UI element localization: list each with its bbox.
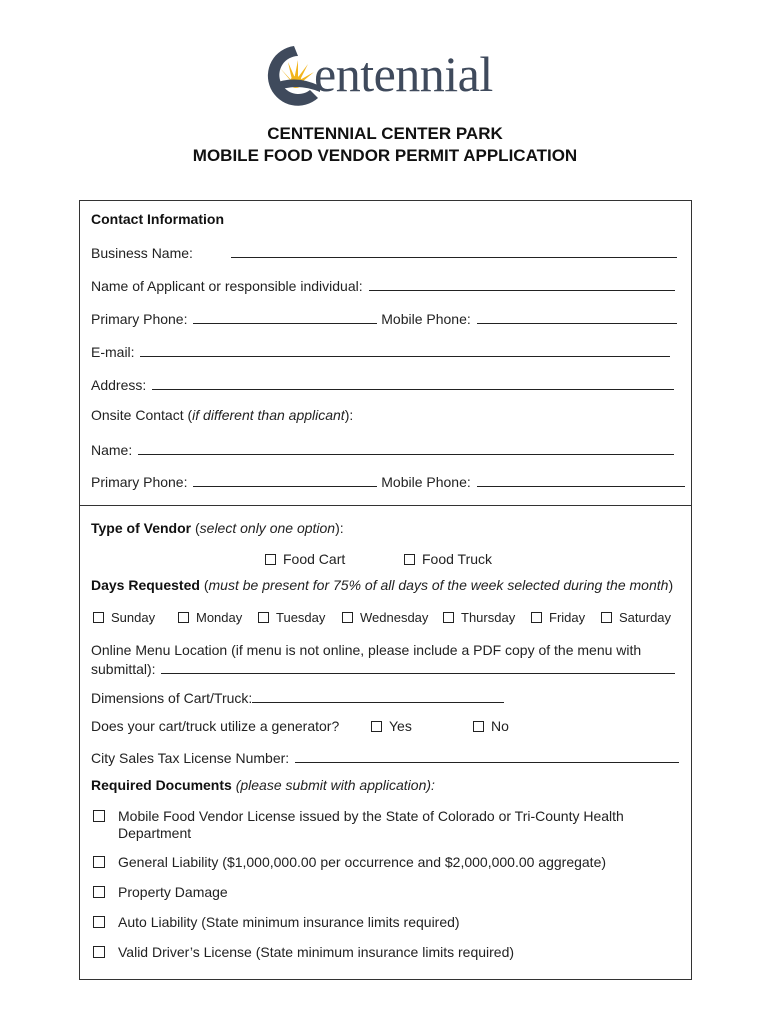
onsite-mobile-phone-field[interactable] xyxy=(477,472,685,487)
doc-auto-liability-checkbox[interactable] xyxy=(93,916,105,928)
day-sunday[interactable]: Sunday xyxy=(93,610,155,625)
generator-no-option[interactable]: No xyxy=(473,718,509,734)
vendor-details-section xyxy=(79,505,692,980)
days-requested-heading: Days Requested (must be present for 75% of all days of the week selected during the month) xyxy=(91,577,674,593)
dimensions-row: Dimensions of Cart/Truck: xyxy=(91,688,504,706)
doc-general-liability-checkbox[interactable] xyxy=(93,856,105,868)
centennial-logo xyxy=(258,40,548,112)
onsite-name-field[interactable] xyxy=(138,440,674,455)
doc-vendor-license[interactable]: Mobile Food Vendor License issued by the State of Colorado or Tri-County Health xyxy=(93,808,624,824)
day-tuesday[interactable]: Tuesday xyxy=(258,610,325,625)
doc-auto-liability[interactable]: Auto Liability (State minimum insurance limits required) xyxy=(93,914,460,930)
phone-row: Primary Phone: Mobile Phone: xyxy=(91,309,677,327)
day-monday[interactable]: Monday xyxy=(178,610,242,625)
vendor-type-heading: Type of Vendor (select only one option): xyxy=(91,520,344,536)
day-saturday[interactable]: Saturday xyxy=(601,610,671,625)
address-row: Address: xyxy=(91,375,674,393)
food-cart-option[interactable]: Food Cart xyxy=(265,551,345,567)
menu-location-row: submittal): xyxy=(91,659,675,677)
page-title-line2: MOBILE FOOD VENDOR PERMIT APPLICATION xyxy=(192,146,578,165)
food-truck-checkbox[interactable] xyxy=(404,554,415,565)
business-name-row: Business Name: xyxy=(91,243,677,261)
doc-vendor-license-line2: Department xyxy=(118,825,192,841)
page-title-line1: CENTENNIAL CENTER PARK xyxy=(267,124,503,143)
doc-property-damage-checkbox[interactable] xyxy=(93,886,105,898)
onsite-primary-phone-field[interactable] xyxy=(193,472,377,487)
generator-yes-checkbox[interactable] xyxy=(371,721,382,732)
tax-license-field[interactable] xyxy=(295,748,679,763)
food-truck-option[interactable]: Food Truck xyxy=(404,551,492,567)
doc-general-liability[interactable]: General Liability ($1,000,000.00 per occurrence and $2,000,000.00 aggregate) xyxy=(93,854,606,870)
onsite-name-row: Name: xyxy=(91,440,674,458)
food-cart-checkbox[interactable] xyxy=(265,554,276,565)
day-thursday[interactable]: Thursday xyxy=(443,610,515,625)
logo-wordmark: entennial xyxy=(314,46,493,102)
email-field[interactable] xyxy=(140,342,670,357)
email-row: E-mail: xyxy=(91,342,670,360)
onsite-phone-row: Primary Phone: Mobile Phone: xyxy=(91,472,685,490)
primary-phone-field[interactable] xyxy=(193,309,377,324)
menu-location-field[interactable] xyxy=(161,659,675,674)
menu-location-label: Online Menu Location (if menu is not online, please include a PDF copy of the menu with xyxy=(91,642,642,658)
contact-heading: Contact Information xyxy=(91,211,224,227)
generator-no-checkbox[interactable] xyxy=(473,721,484,732)
address-field[interactable] xyxy=(152,375,674,390)
day-wednesday[interactable]: Wednesday xyxy=(342,610,428,625)
doc-drivers-license[interactable]: Valid Driver’s License (State minimum insurance limits required) xyxy=(93,944,514,960)
applicant-row: Name of Applicant or responsible individual: xyxy=(91,276,675,294)
dimensions-field[interactable] xyxy=(252,688,504,703)
doc-property-damage[interactable]: Property Damage xyxy=(93,884,228,900)
mobile-phone-field[interactable] xyxy=(477,309,677,324)
applicant-name-field[interactable] xyxy=(369,276,675,291)
required-documents-heading: Required Documents (please submit with application): xyxy=(91,777,435,793)
generator-row: Does your cart/truck utilize a generator? xyxy=(91,718,340,734)
doc-vendor-license-checkbox[interactable] xyxy=(93,810,105,822)
generator-yes-option[interactable]: Yes xyxy=(371,718,412,734)
tax-license-row: City Sales Tax License Number: xyxy=(91,748,679,766)
doc-drivers-license-checkbox[interactable] xyxy=(93,946,105,958)
contact-information-section xyxy=(79,200,692,506)
day-friday[interactable]: Friday xyxy=(531,610,585,625)
onsite-contact-label: Onsite Contact (if different than applicant): xyxy=(91,407,354,423)
business-name-field[interactable] xyxy=(231,243,677,258)
